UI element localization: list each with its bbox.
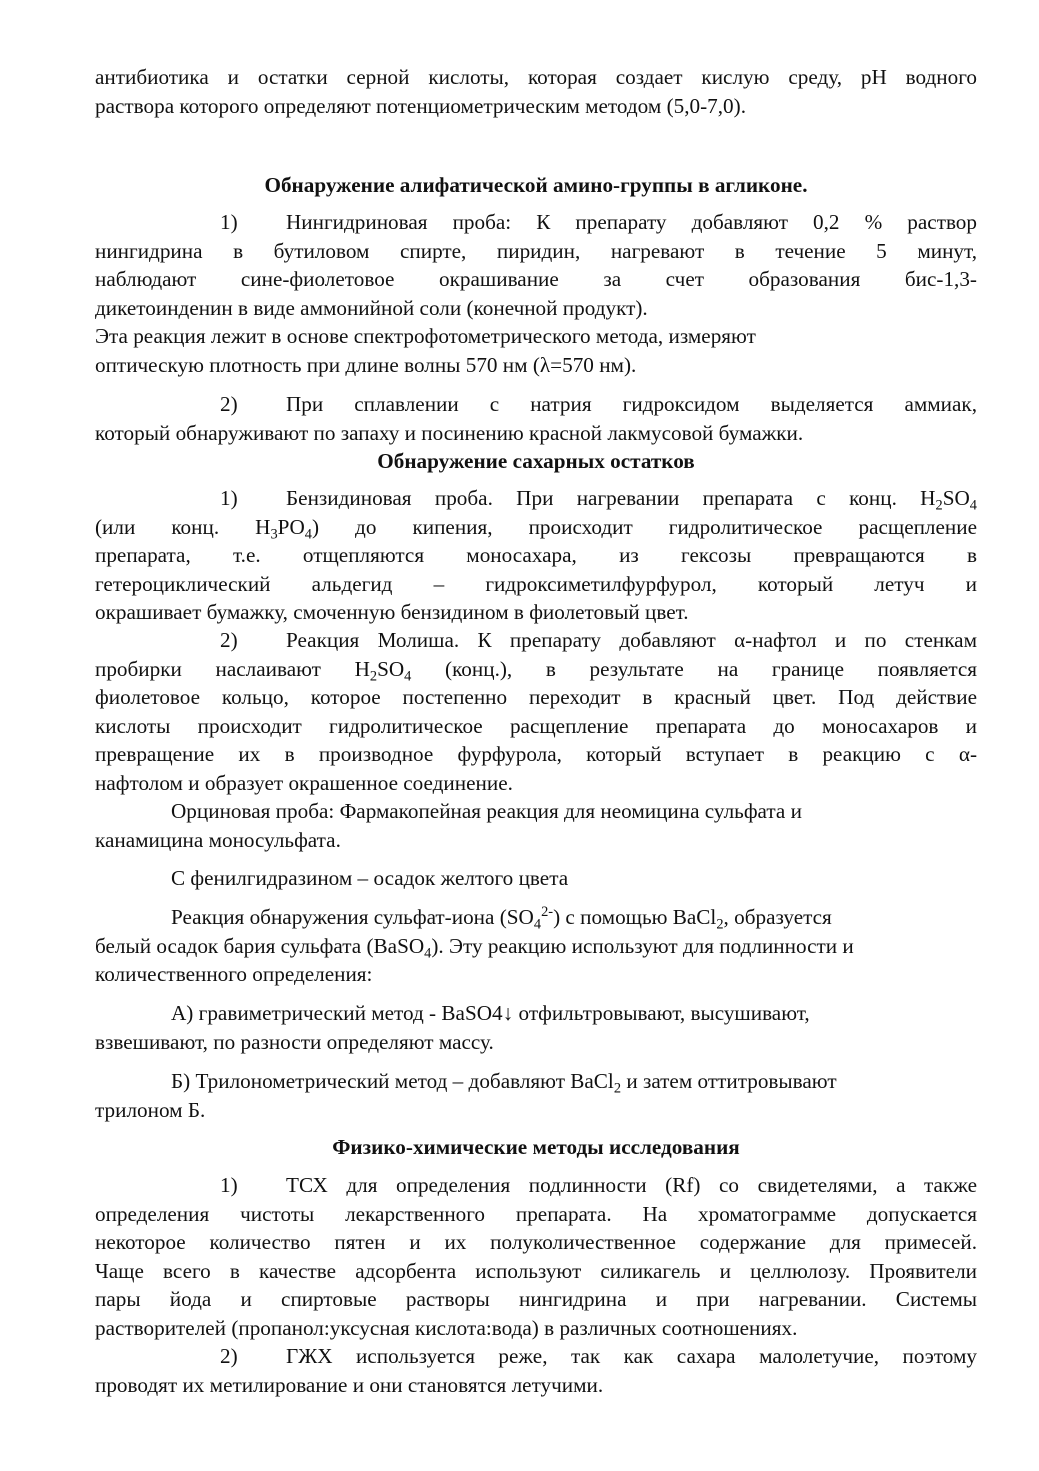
text-run: SO [942, 486, 970, 510]
subscript: 2 [935, 497, 943, 514]
text-line: ГЖХ используется реже, так как сахара малолетучие, поэтому [286, 1344, 977, 1368]
text-run: ) до кипения, происходит гидролитическое расщепление [311, 514, 977, 539]
text-line: взвешивают, по разности определяют массу. [95, 1029, 494, 1054]
text-line: ТСХ для определения подлинности (Rf) со свидетелями, а также [286, 1173, 977, 1197]
text-line: Эта реакция лежит в основе спектрофотометрического метода, измеряют [95, 324, 756, 348]
subscript: 4 [304, 525, 312, 542]
text-line: нингидрина в бутиловом спирте, пиридин, нагревают в течение 5 минут, [95, 238, 977, 263]
text-run: Б) Трилонометрический метод – добавляют BaCl [171, 1069, 614, 1093]
text-line: количественного определения: [95, 962, 373, 986]
text-line: который обнаруживают по запаху и посинению красной лакмусовой бумажки. [95, 420, 804, 445]
section-heading-physchem: Физико-химические методы исследования [332, 1135, 740, 1159]
text-line: нафтолом и образует окрашенное соединение. [95, 770, 513, 795]
text-line: некоторое количество пятен и их полуколичественное содержание для примесей. [95, 1230, 977, 1254]
list-number: 1) [220, 210, 238, 234]
list-number: 1) [220, 486, 238, 510]
subscript: 3 [270, 525, 278, 542]
text-line [95, 903, 977, 932]
subscript: 4 [424, 944, 432, 961]
subscript: 2 [369, 667, 378, 684]
text-line [95, 932, 977, 961]
text-line: При сплавлении с натрия гидроксидом выделяется аммиак, [286, 392, 977, 416]
intro-paragraph [95, 63, 977, 120]
text-line: кислоты происходит гидролитическое расщепление препарата до моносахаров и [95, 713, 977, 738]
text-line: определения чистоты лекарственного препарата. На хроматограмме допускается [95, 1201, 977, 1226]
subscript: 4 [404, 667, 412, 684]
sugar-item-2 [95, 626, 977, 797]
text-line: проводят их метилирование и они становятся летучими. [95, 1372, 604, 1397]
text-line: окрашивает бумажку, смоченную бензидином в фиолетовый цвет. [95, 600, 689, 624]
section-heading-amino: Обнаружение алифатической амино-группы в агликоне. [264, 173, 808, 197]
text-run: (или конц. H [95, 514, 271, 539]
text-line [95, 655, 977, 684]
text-line: Нингидриновая проба: К препарату добавляют 0,2 % раствор [286, 210, 977, 234]
text-run: ). Эту реакцию используют для подлинности и [431, 933, 854, 958]
text-line: оптическую плотность при длине волны 570 нм (λ=570 нм). [95, 352, 637, 377]
text-run: PO [277, 514, 305, 539]
amino-item-2 [95, 390, 977, 447]
text-line: гетероциклический альдегид – гидроксиметилфурфурол, который летуч и [95, 571, 977, 596]
physchem-item-1 [95, 1171, 977, 1342]
gravimetric-paragraph [95, 999, 977, 1056]
superscript: 2- [541, 904, 554, 921]
text-line: канамицина моносульфата. [95, 827, 341, 852]
sulfate-paragraph [95, 903, 977, 989]
text-line [95, 1067, 977, 1096]
subscript: 4 [969, 497, 977, 514]
sugar-item-1 [95, 484, 977, 627]
text-line: раствора которого определяют потенциометрическим методом (5,0-7,0). [95, 93, 747, 118]
text-line: препарата, т.е. отщепляются моносахара, из гексозы превращаются в [95, 543, 977, 567]
text-line: растворителей (пропанол:уксусная кислота:вода) в различных соотношениях. [95, 1315, 798, 1340]
text-run: ) с помощью BaCl [553, 905, 717, 929]
orcin-paragraph [95, 797, 977, 854]
text-line: А) гравиметрический метод - BaSO4↓ отфильтровывают, высушивают, [171, 1001, 810, 1025]
text-run: Бензидиновая проба. При нагревании препарата с конц. H [286, 486, 936, 510]
list-number: 1) [220, 1173, 238, 1197]
text-run: (конц.), в результате на границе появляется [445, 656, 978, 681]
text-run: SO [377, 656, 405, 681]
list-number: 2) [220, 628, 238, 652]
text-line: превращение их в производное фурфурола, который вступает в реакцию с α- [95, 742, 977, 766]
list-number: 2) [220, 1344, 238, 1368]
trilonometric-paragraph [95, 1067, 977, 1124]
spectro-note [95, 322, 977, 379]
text-line: антибиотика и остатки серной кислоты, которая создает кислую среду, pH водного [95, 65, 977, 89]
text-run: Реакция Молиша. К препарату добавляют α-нафтол и по стенкам [286, 628, 977, 652]
text-line: дикетоинденин в виде аммонийной соли (конечной продукт). [95, 295, 648, 320]
text-run: пробирки наслаивают H [95, 656, 370, 681]
text-line [95, 513, 977, 542]
subscript: 4 [533, 916, 542, 933]
text-run: белый осадок бария сульфата (BaSO [95, 933, 425, 958]
amino-item-1 [95, 208, 977, 322]
text-line: трилоном Б. [95, 1097, 206, 1122]
list-number: 2) [220, 392, 238, 416]
text-run: и затем оттитровывают [621, 1069, 837, 1093]
text-run: , образуется [723, 905, 832, 929]
phenylhydrazine-paragraph: С фенилгидразином – осадок желтого цвета [171, 866, 569, 890]
subscript: 2 [613, 1080, 622, 1097]
text-run: Реакция обнаружения сульфат-иона (SO [171, 905, 534, 929]
text-line: пары йода и спиртовые растворы нингидрина и при нагревании. Системы [95, 1287, 977, 1311]
subscript: 2 [716, 916, 724, 933]
section-heading-sugar: Обнаружение сахарных остатков [377, 449, 695, 473]
text-line: Чаще всего в качестве адсорбента используют силикагель и целлюлозу. Проявители [95, 1258, 977, 1283]
text-line: фиолетовое кольцо, которое постепенно переходит в красный цвет. Под действие [95, 685, 977, 709]
text-line: Орциновая проба: Фармакопейная реакция для неомицина сульфата и [171, 799, 802, 823]
physchem-item-2 [95, 1342, 977, 1399]
text-line: наблюдают сине-фиолетовое окрашивание за счет образования бис-1,3- [95, 267, 977, 291]
